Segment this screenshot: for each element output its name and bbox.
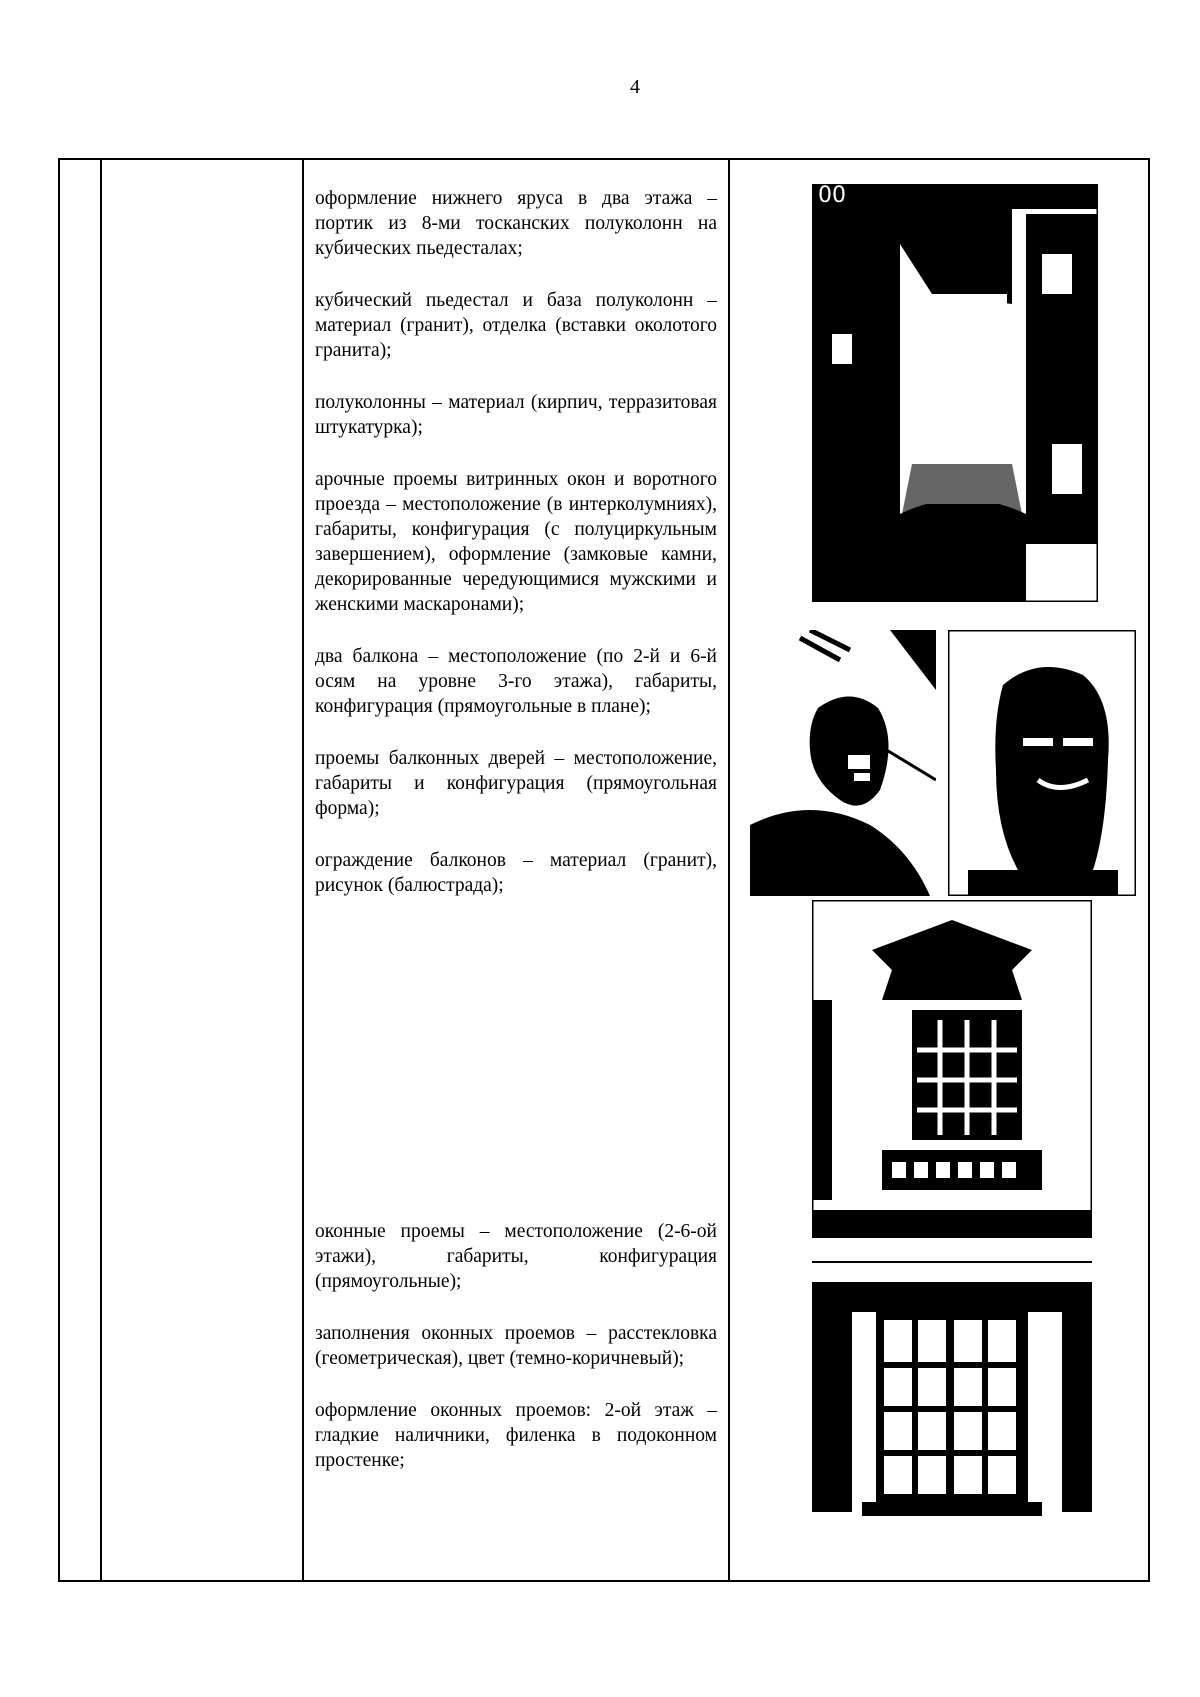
feature-paragraph: полуколонны – материал (кирпич, терразитовая штукатурка); [315, 392, 717, 438]
feature-paragraph: оформление нижнего яруса в два этажа – портик из 8-ми тосканских полуколонн на кубических пьедесталах; [315, 188, 717, 259]
name-cell [101, 159, 303, 1581]
feature-paragraph: оформление оконных проемов: 2-ой этаж – гладкие наличники, филенка в подоконном простенке; [315, 1400, 717, 1471]
spacer [315, 925, 717, 1219]
photo-granite-pedestal [812, 184, 1098, 602]
svg-text:00: 00 [818, 184, 846, 208]
description-cell [303, 159, 729, 1581]
photo-male-mascaron [750, 630, 936, 896]
feature-paragraph: арочные проемы витринных окон и воротного проезда – местоположение (в интерколумниях), габариты, конфигурация (с полуциркульным завершением), оформление (замковые камни, декорированные чередующимися мужскими и женскими маскаронами); [315, 469, 717, 615]
feature-paragraph: два балкона – местоположение (по 2-й и 6-й осям на уровне 3-го этажа), габариты, конфигурация (прямоугольные в плане); [315, 646, 717, 717]
table-row [59, 159, 1149, 1581]
number-cell [59, 159, 101, 1581]
feature-paragraph: ограждение балконов – материал (гранит), рисунок (балюстрада); [315, 850, 717, 896]
page-number: 4 [630, 76, 640, 98]
monument-features-table [58, 158, 1150, 1582]
feature-paragraph: проемы балконных дверей – местоположение, габариты и конфигурация (прямоугольная форма); [315, 748, 717, 819]
photo-window [812, 1260, 1092, 1535]
feature-paragraph: оконные проемы – местоположение (2-6-ой этажи), габариты, конфигурация (прямоугольные); [315, 1221, 717, 1292]
feature-paragraph: кубический пьедестал и база полуколонн – материал (гранит), отделка (вставки околотого гранита); [315, 290, 717, 361]
photos-cell [729, 159, 1149, 1581]
feature-paragraph: заполнения оконных проемов – расстекловка (геометрическая), цвет (темно-коричневый); [315, 1323, 717, 1369]
photo-female-mascaron [948, 630, 1136, 896]
photo-balcony-door [812, 900, 1092, 1238]
